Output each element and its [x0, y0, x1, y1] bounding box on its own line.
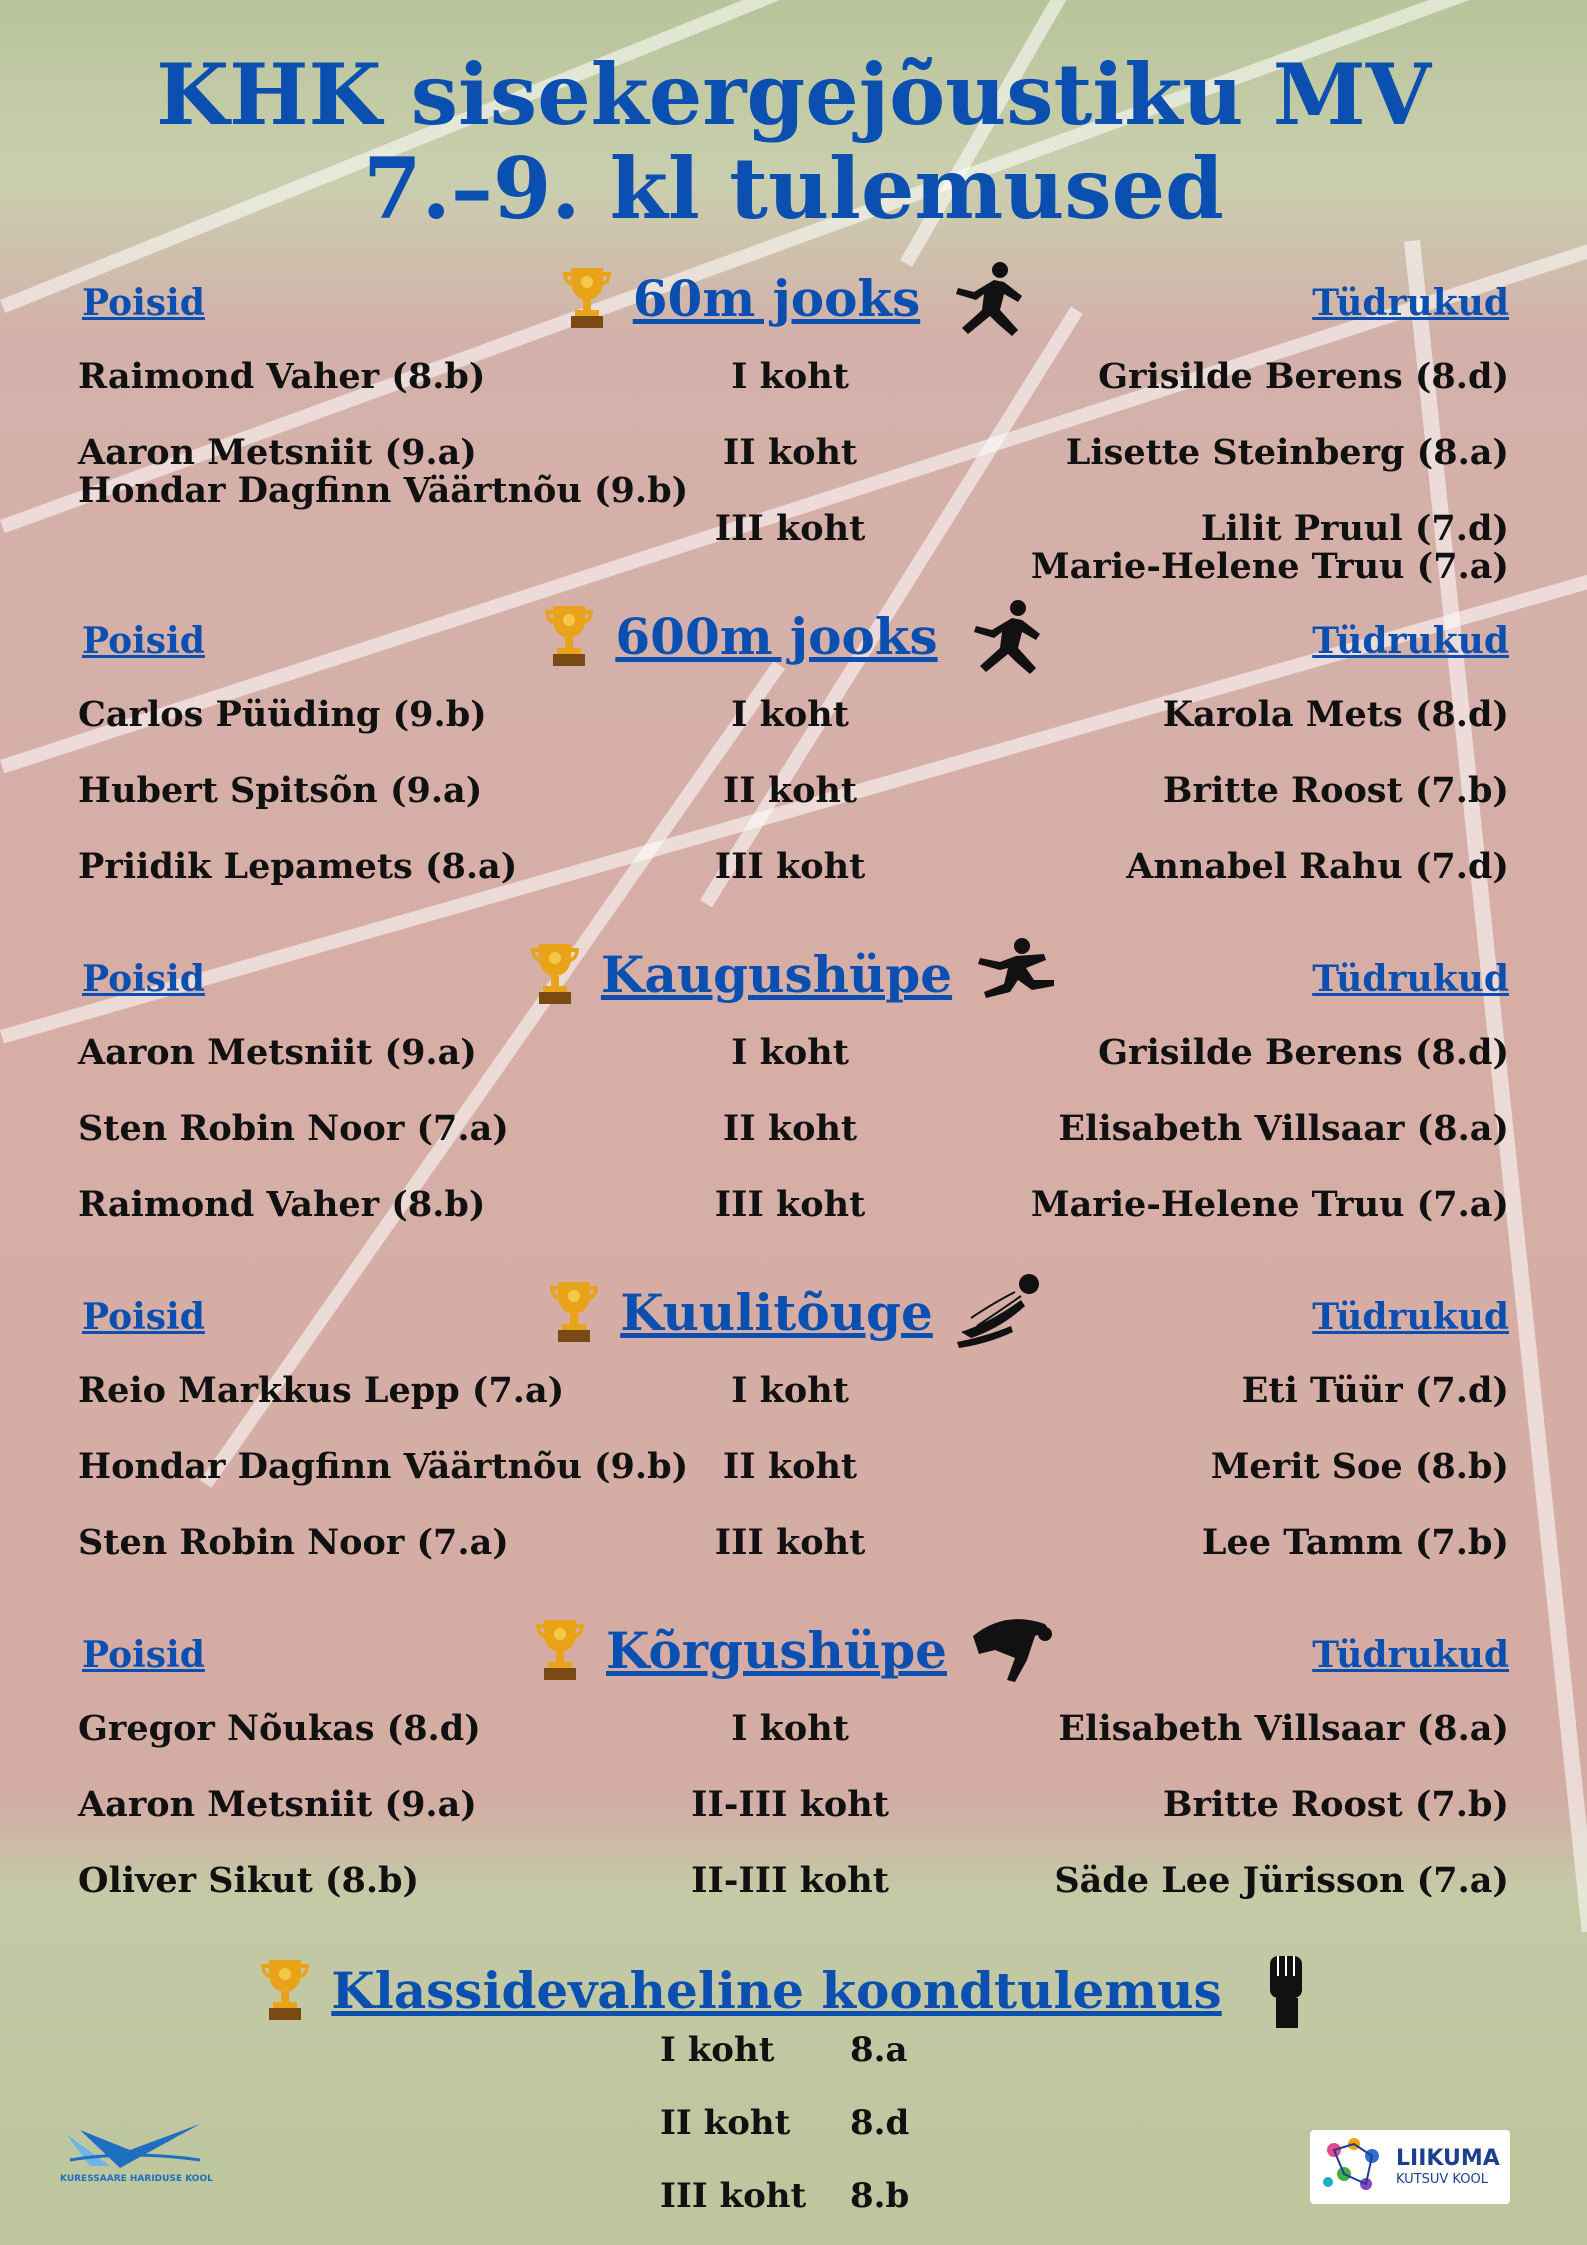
- place-label: I koht: [731, 1708, 849, 1749]
- place-label: III koht: [714, 508, 866, 549]
- boys-result: [78, 772, 482, 810]
- athlete-name: Annabel Rahu (7.d): [1126, 846, 1509, 887]
- athlete-name: Karola Mets (8.d): [1162, 694, 1509, 735]
- athlete-name: Marie-Helene Truu (7.a): [1030, 546, 1509, 587]
- event-heading: [0, 934, 1587, 1014]
- athlete-name: Lilit Pruul (7.d): [1200, 508, 1509, 549]
- event-header: [0, 1272, 1587, 1352]
- athlete-name: Raimond Vaher (8.b): [78, 356, 486, 397]
- trophy-icon: [541, 602, 597, 670]
- place-label: I koht: [731, 1032, 849, 1073]
- boys-result: [78, 1710, 481, 1748]
- overall-title: Klassidevaheline koondtulemus: [331, 1960, 1222, 2020]
- boys-label: Poisid: [82, 282, 205, 324]
- place-label: II-III koht: [691, 1784, 889, 1825]
- girls-result: [1202, 1524, 1509, 1562]
- overall-class: 8.d: [850, 2103, 910, 2143]
- athlete-name: Aaron Metsniit (9.a): [78, 1032, 477, 1073]
- trophy-icon: [532, 1616, 588, 1684]
- overall-place: II koht: [660, 2103, 791, 2143]
- event-heading: [0, 258, 1587, 338]
- event-header: [0, 1610, 1587, 1690]
- athlete-name: Sten Robin Noor (7.a): [78, 1108, 509, 1149]
- result-row: [0, 1372, 1587, 1432]
- long-jump-icon: [970, 934, 1060, 1014]
- overall-place: III koht: [660, 2176, 807, 2216]
- overall-heading: [0, 1950, 1587, 2030]
- athlete-name: Aaron Metsniit (9.a): [78, 432, 477, 473]
- boys-label: Poisid: [82, 958, 205, 1000]
- girls-result: [1242, 1372, 1509, 1410]
- result-row: [0, 1186, 1587, 1246]
- place-label: II koht: [722, 1446, 858, 1487]
- girls-result: [1098, 358, 1509, 396]
- result-row: [0, 1524, 1587, 1584]
- title-line-2: 7.–9. kl tulemused: [363, 139, 1224, 238]
- overall-place: I koht: [660, 2030, 775, 2070]
- athlete-name: Marie-Helene Truu (7.a): [1030, 1184, 1509, 1225]
- overall-row: [660, 2030, 908, 2080]
- athlete-name: Reio Markkus Lepp (7.a): [78, 1370, 565, 1411]
- overall-class: 8.b: [850, 2176, 910, 2216]
- event-heading: [0, 596, 1587, 676]
- place-label: III koht: [714, 1184, 866, 1225]
- result-row: [0, 358, 1587, 418]
- athlete-name: Elisabeth Villsaar (8.a): [1058, 1108, 1509, 1149]
- boys-result: [78, 358, 485, 396]
- girls-result: [1163, 1786, 1509, 1824]
- runner-icon: [956, 596, 1046, 676]
- liikuma-title: LIIKUMA: [1396, 2146, 1500, 2171]
- result-row: [0, 432, 1587, 511]
- event-title: Kaugushüpe: [600, 944, 953, 1004]
- school-logo-text: KURESSAARE HARIDUSE KOOL: [60, 2174, 213, 2184]
- event-title: Kuulitõuge: [620, 1282, 933, 1342]
- trophy-icon: [559, 264, 615, 332]
- girls-result: [1031, 1186, 1509, 1224]
- girls-label: Tüdrukud: [1312, 1296, 1509, 1338]
- result-row: [0, 696, 1587, 756]
- result-row: [0, 1110, 1587, 1170]
- trophy-icon: [527, 940, 583, 1008]
- liikuma-subtitle: KUTSUV KOOL: [1396, 2172, 1488, 2187]
- athlete-name: Lisette Steinberg (8.a): [1065, 432, 1509, 473]
- event-heading: [0, 1610, 1587, 1690]
- liikuma-logo-icon: [1314, 2130, 1394, 2204]
- girls-result: [1211, 1448, 1509, 1486]
- boys-result: [78, 1862, 419, 1900]
- girls-label: Tüdrukud: [1312, 958, 1509, 1000]
- overall-row: [660, 2103, 909, 2153]
- athlete-name: Britte Roost (7.b): [1162, 1784, 1509, 1825]
- girls-result: [1058, 1710, 1509, 1748]
- boys-label: Poisid: [82, 1296, 205, 1338]
- girls-label: Tüdrukud: [1312, 1634, 1509, 1676]
- result-row: [0, 772, 1587, 832]
- runner-icon: [938, 258, 1028, 338]
- athlete-name: Elisabeth Villsaar (8.a): [1058, 1708, 1509, 1749]
- athlete-name: Gregor Nõukas (8.d): [78, 1708, 481, 1749]
- event-title: 60m jooks: [632, 268, 921, 328]
- athlete-name: Oliver Sikut (8.b): [78, 1860, 420, 1901]
- girls-result: [1163, 772, 1509, 810]
- trophy-icon: [546, 1278, 602, 1346]
- result-row: [0, 1710, 1587, 1770]
- result-row: [0, 1448, 1587, 1508]
- result-row: [0, 1862, 1587, 1922]
- school-logo-icon: [60, 2120, 210, 2172]
- result-row: [0, 1786, 1587, 1846]
- girls-label: Tüdrukud: [1312, 620, 1509, 662]
- event-header: [0, 258, 1587, 338]
- boys-result: [78, 1524, 509, 1562]
- event-title: Kõrgushüpe: [606, 1620, 947, 1680]
- overall-class: 8.a: [850, 2030, 908, 2070]
- event-header: [0, 596, 1587, 676]
- result-row: [0, 848, 1587, 908]
- boys-label: Poisid: [82, 620, 205, 662]
- place-label: II koht: [722, 432, 858, 473]
- overall-row: [660, 2176, 909, 2226]
- kuressaare-logo: [60, 2120, 220, 2190]
- athlete-name: Grisilde Berens (8.d): [1098, 1032, 1509, 1073]
- shot-put-icon: [951, 1272, 1041, 1352]
- athlete-name: Carlos Püüding (9.b): [78, 694, 487, 735]
- boys-result: [78, 696, 487, 734]
- boys-label: Poisid: [82, 1634, 205, 1676]
- place-label: II koht: [722, 770, 858, 811]
- place-label: III koht: [714, 846, 866, 887]
- place-label: II-III koht: [691, 1860, 889, 1901]
- girls-result: [1058, 1110, 1509, 1148]
- girls-result: [1098, 1034, 1509, 1072]
- event-header: [0, 934, 1587, 1014]
- girls-result: [1163, 696, 1509, 734]
- place-label: I koht: [731, 694, 849, 735]
- trophy-icon: [257, 1956, 313, 2024]
- athlete-name: Sten Robin Noor (7.a): [78, 1522, 509, 1563]
- boys-result: [78, 1372, 564, 1410]
- boys-result: [78, 848, 517, 886]
- athlete-name: Eti Tüür (7.d): [1241, 1370, 1509, 1411]
- fist-icon: [1240, 1950, 1330, 2030]
- result-row: [0, 1034, 1587, 1094]
- athlete-name: Lee Tamm (7.b): [1201, 1522, 1509, 1563]
- place-label: I koht: [731, 1370, 849, 1411]
- athlete-name: Hondar Dagfinn Väärtnõu (9.b): [78, 470, 689, 511]
- place-label: II koht: [722, 1108, 858, 1149]
- athlete-name: Britte Roost (7.b): [1162, 770, 1509, 811]
- event-heading: [0, 1272, 1587, 1352]
- boys-result: [78, 1110, 509, 1148]
- boys-result: [78, 1186, 485, 1224]
- girls-label: Tüdrukud: [1312, 282, 1509, 324]
- place-label: III koht: [714, 1522, 866, 1563]
- page-title: [0, 45, 1587, 238]
- result-row: [0, 508, 1587, 587]
- athlete-name: Aaron Metsniit (9.a): [78, 1784, 477, 1825]
- athlete-name: Hubert Spitsõn (9.a): [78, 770, 483, 811]
- title-line-1: KHK sisekergejõustiku MV: [156, 45, 1431, 144]
- girls-result: [1031, 510, 1509, 586]
- liikuma-kutsuv-kool-logo: [1310, 2130, 1510, 2204]
- boys-result: [78, 1448, 688, 1486]
- athlete-name: Merit Soe (8.b): [1210, 1446, 1509, 1487]
- high-jump-icon: [965, 1610, 1055, 1690]
- athlete-name: Hondar Dagfinn Väärtnõu (9.b): [78, 1446, 689, 1487]
- boys-result: [78, 434, 688, 510]
- boys-result: [78, 1034, 477, 1072]
- boys-result: [78, 1786, 477, 1824]
- event-title: 600m jooks: [615, 606, 938, 666]
- athlete-name: Priidik Lepamets (8.a): [78, 846, 518, 887]
- girls-result: [1054, 1862, 1509, 1900]
- girls-result: [1126, 848, 1509, 886]
- girls-result: [1066, 434, 1509, 472]
- athlete-name: Raimond Vaher (8.b): [78, 1184, 486, 1225]
- athlete-name: Säde Lee Jürisson (7.a): [1054, 1860, 1509, 1901]
- athlete-name: Grisilde Berens (8.d): [1098, 356, 1509, 397]
- place-label: I koht: [731, 356, 849, 397]
